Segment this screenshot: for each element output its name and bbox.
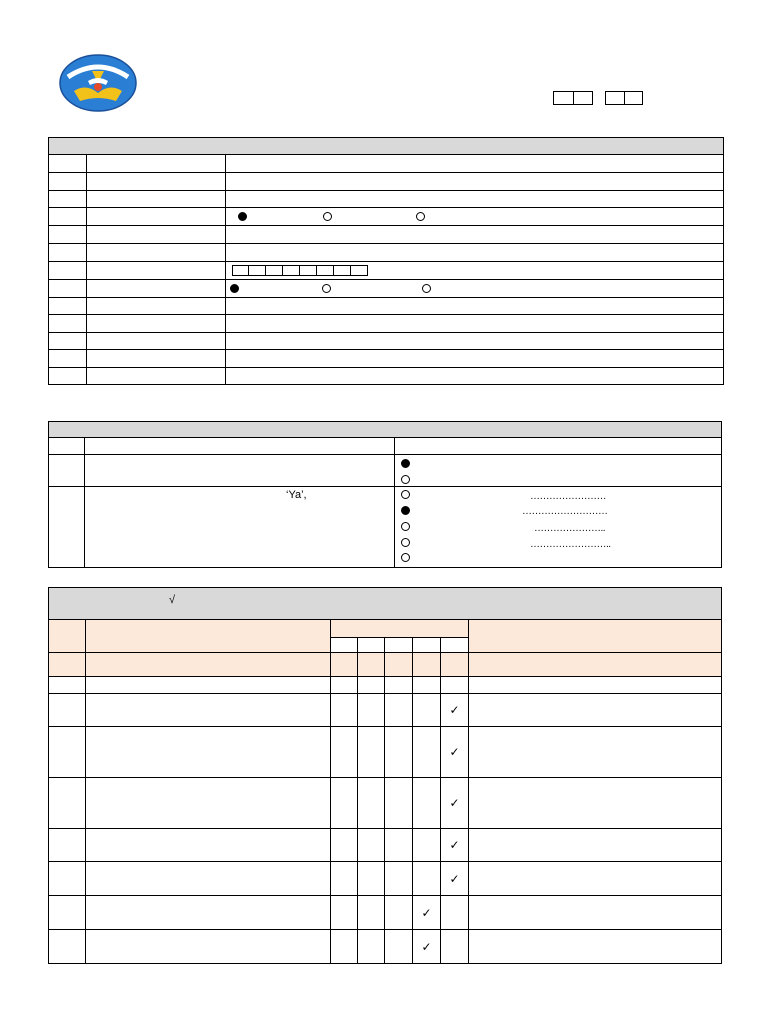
row-value[interactable]	[226, 244, 724, 262]
score-col-4	[413, 638, 441, 653]
radio-option[interactable]	[401, 553, 410, 562]
score-4[interactable]: ✓	[413, 930, 441, 964]
col-index	[413, 653, 441, 677]
notes[interactable]	[469, 778, 722, 829]
score-5[interactable]	[441, 930, 469, 964]
row-label	[87, 368, 226, 385]
row-number	[49, 173, 87, 191]
score-1[interactable]	[331, 694, 358, 727]
table-row	[49, 727, 722, 778]
aspect-text	[86, 694, 331, 727]
question-text	[85, 487, 395, 568]
notes[interactable]	[469, 677, 722, 694]
col-header-no	[49, 620, 86, 653]
score-col-2	[358, 638, 385, 653]
score-4[interactable]	[413, 694, 441, 727]
row-number	[49, 368, 87, 385]
score-5[interactable]: ✓	[441, 778, 469, 829]
row-number	[49, 244, 87, 262]
radio-option[interactable]	[422, 284, 431, 293]
row-number	[49, 280, 87, 298]
checklist-header	[49, 588, 722, 620]
radio-option[interactable]	[401, 490, 410, 499]
score-4[interactable]: ✓	[413, 896, 441, 930]
code-box-group-2	[605, 91, 643, 105]
score-1[interactable]	[331, 829, 358, 862]
score-5[interactable]: ✓	[441, 727, 469, 778]
radio-option[interactable]	[401, 538, 410, 547]
tut-wuri-handayani-logo	[58, 53, 138, 113]
radio-option[interactable]	[401, 459, 410, 468]
row-value[interactable]	[226, 173, 724, 191]
row-number	[49, 350, 87, 368]
digit-boxes[interactable]	[232, 265, 723, 276]
row-label	[87, 350, 226, 368]
notes[interactable]	[469, 829, 722, 862]
checkmark-instruction-symbol: √	[169, 594, 176, 606]
score-3[interactable]	[385, 930, 413, 964]
row-number	[49, 208, 87, 226]
col-header-question	[85, 438, 395, 455]
table-row	[49, 778, 722, 829]
notes[interactable]	[469, 727, 722, 778]
col-index	[331, 653, 358, 677]
score-3[interactable]	[385, 829, 413, 862]
radio-option[interactable]	[416, 212, 425, 221]
col-header-answer	[395, 438, 722, 455]
row-label	[87, 262, 226, 280]
row-number	[49, 315, 87, 333]
radio-option[interactable]	[401, 506, 410, 515]
code-box-group-1	[553, 91, 593, 105]
table-row	[49, 930, 722, 964]
row-number	[49, 262, 87, 280]
col-index	[358, 653, 385, 677]
aspect-text	[86, 862, 331, 896]
code-cell	[574, 92, 593, 104]
notes[interactable]	[469, 862, 722, 896]
row-value[interactable]	[226, 155, 724, 173]
row-label	[87, 191, 226, 208]
answer-options-1	[395, 455, 722, 487]
question-answer-ya: ‘Ya’,	[286, 489, 307, 501]
score-4[interactable]	[413, 778, 441, 829]
col-header-score	[331, 620, 469, 638]
radio-option[interactable]	[401, 475, 410, 484]
notes[interactable]	[469, 896, 722, 930]
radio-option[interactable]	[238, 212, 247, 221]
table-row	[49, 829, 722, 862]
question-number	[49, 487, 85, 568]
row-number	[49, 226, 87, 244]
radio-option[interactable]	[322, 284, 331, 293]
blank-line[interactable]: ……………………..	[530, 539, 611, 550]
col-index	[441, 653, 469, 677]
score-2[interactable]	[358, 862, 385, 896]
question-number	[49, 455, 85, 487]
blank-line[interactable]: …………………..	[534, 523, 606, 534]
score-3[interactable]	[385, 778, 413, 829]
digit-boxes-cell	[226, 262, 724, 280]
row-value[interactable]	[226, 368, 724, 385]
row-label	[87, 280, 226, 298]
answer-options-2	[395, 487, 722, 568]
identity-table	[48, 137, 724, 385]
row-label	[87, 208, 226, 226]
score-2[interactable]	[358, 778, 385, 829]
code-cell	[625, 92, 643, 104]
code-cell	[554, 92, 574, 104]
row-value[interactable]	[226, 298, 724, 315]
row-label	[87, 244, 226, 262]
row-number	[49, 333, 87, 350]
blank-line[interactable]: ……………………	[530, 491, 606, 502]
row-label	[87, 315, 226, 333]
row-value[interactable]	[226, 350, 724, 368]
row-value[interactable]	[226, 226, 724, 244]
col-index	[469, 653, 722, 677]
score-1[interactable]	[331, 930, 358, 964]
score-5[interactable]	[441, 896, 469, 930]
aspect-text	[86, 778, 331, 829]
row-label	[87, 226, 226, 244]
radio-option[interactable]	[230, 284, 239, 293]
col-index	[385, 653, 413, 677]
aspect-text	[86, 930, 331, 964]
score-col-1	[331, 638, 358, 653]
score-2[interactable]	[358, 896, 385, 930]
col-header-aspect	[86, 620, 331, 653]
radio-group-a	[226, 208, 724, 226]
row-value[interactable]	[226, 191, 724, 208]
section-title	[86, 677, 331, 694]
table-row	[49, 694, 722, 727]
table-row	[49, 896, 722, 930]
score-1[interactable]	[331, 862, 358, 896]
score-3[interactable]	[385, 896, 413, 930]
row-number	[49, 155, 87, 173]
col-header-notes	[469, 620, 722, 653]
score-4[interactable]	[413, 862, 441, 896]
question-text	[85, 455, 395, 487]
blank-line[interactable]: ………………………	[522, 506, 608, 517]
section-no	[49, 677, 86, 694]
row-value[interactable]	[226, 315, 724, 333]
score-col-5	[441, 638, 469, 653]
score-4[interactable]	[413, 727, 441, 778]
radio-group-b	[226, 280, 724, 298]
row-label	[87, 333, 226, 350]
row-value[interactable]	[226, 333, 724, 350]
notes[interactable]	[469, 694, 722, 727]
row-label	[87, 173, 226, 191]
score-3[interactable]	[385, 862, 413, 896]
score-col-3	[385, 638, 413, 653]
score-2[interactable]	[358, 930, 385, 964]
score-1[interactable]	[331, 778, 358, 829]
score-3[interactable]	[385, 727, 413, 778]
row-number	[49, 191, 87, 208]
col-index	[49, 653, 86, 677]
score-1[interactable]	[331, 896, 358, 930]
questions-table-header	[49, 422, 722, 438]
col-header-no	[49, 438, 85, 455]
row-label	[87, 298, 226, 315]
identity-table-header	[49, 138, 724, 155]
radio-option[interactable]	[401, 522, 410, 531]
score-4[interactable]	[413, 829, 441, 862]
score-2[interactable]	[358, 829, 385, 862]
score-5[interactable]: ✓	[441, 862, 469, 896]
checklist-table	[48, 587, 722, 964]
score-5[interactable]: ✓	[441, 694, 469, 727]
score-2[interactable]	[358, 727, 385, 778]
questions-table	[48, 421, 722, 568]
aspect-text	[86, 829, 331, 862]
col-index	[86, 653, 331, 677]
code-cell	[606, 92, 625, 104]
row-label	[87, 155, 226, 173]
score-1[interactable]	[331, 727, 358, 778]
row-number	[49, 298, 87, 315]
aspect-text	[86, 896, 331, 930]
aspect-text	[86, 727, 331, 778]
notes[interactable]	[469, 930, 722, 964]
score-3[interactable]	[385, 694, 413, 727]
score-5[interactable]: ✓	[441, 829, 469, 862]
radio-option[interactable]	[323, 212, 332, 221]
score-2[interactable]	[358, 694, 385, 727]
table-row	[49, 862, 722, 896]
